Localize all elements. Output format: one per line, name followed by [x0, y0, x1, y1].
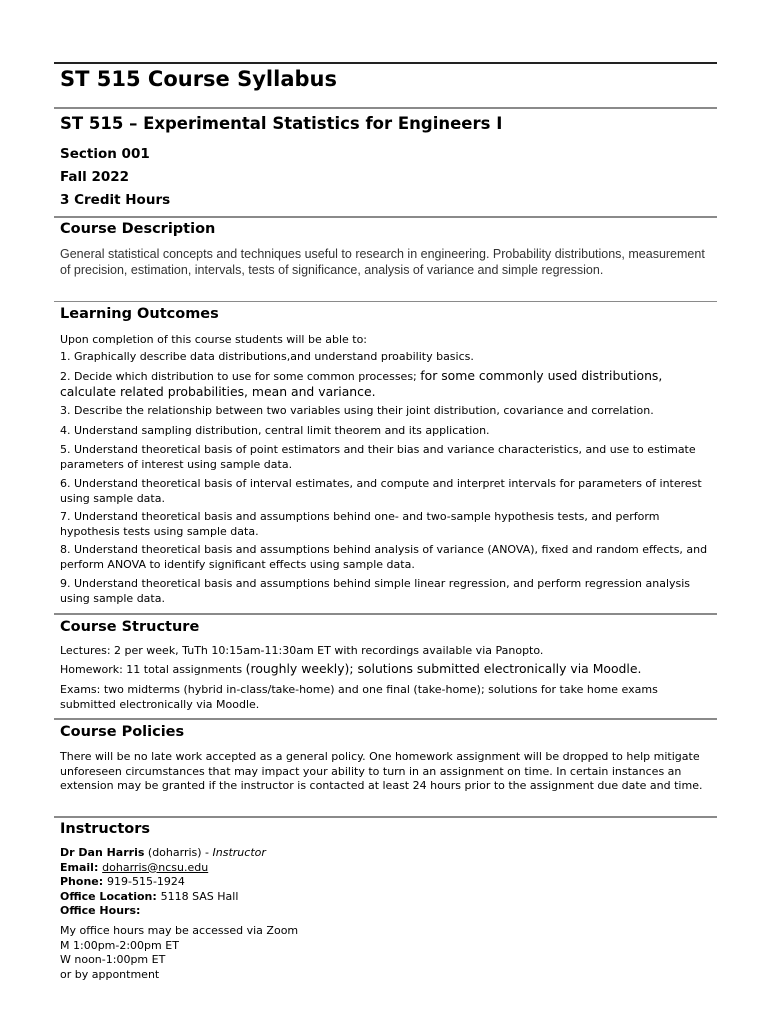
- outcomes-intro: Upon completion of this course students will be able to:: [60, 333, 368, 346]
- outcome-item: 4. Understand sampling distribution, central limit theorem and its application.: [60, 424, 490, 437]
- course-description-text: General statistical concepts and techniques useful to research in engineering. Probability distributions, measurement of precision, estimation, intervals, tests of significance, analysis of variance and simple regression.: [60, 247, 705, 277]
- outcome-item: 1. Graphically describe data distributions,and understand proability basics.: [60, 350, 474, 363]
- office-hours-label: Office Hours:: [60, 904, 141, 918]
- learning-outcomes-heading: Learning Outcomes: [60, 306, 219, 322]
- term-label: Fall 2022: [60, 169, 130, 185]
- instructor-name-line: Dr Dan Harris (doharris) - Instructor: [60, 846, 266, 859]
- instructor-email-link[interactable]: doharris@ncsu.edu: [102, 860, 209, 874]
- section-rule: [54, 216, 717, 218]
- course-title: ST 515 – Experimental Statistics for Engineers I: [60, 114, 503, 133]
- structure-lectures: Lectures: 2 per week, TuTh 10:15am-11:30am ET with recordings available via Panopto.: [60, 644, 544, 657]
- section-rule: [54, 301, 717, 302]
- outcome-item: 3. Describe the relationship between two variables using their joint distribution, covariance and correlation.: [60, 404, 654, 417]
- structure-homework: Homework: 11 total assignments (roughly weekly); solutions submitted electronically via Moodle.: [60, 661, 642, 676]
- outcome-item: 6. Understand theoretical basis of interval estimates, and compute and interpret intervals for parameters of interest using sample data.: [60, 477, 702, 505]
- office-hours-line: W noon-1:00pm ET: [60, 953, 166, 967]
- office-hours-line: My office hours may be accessed via Zoom: [60, 923, 299, 937]
- outcome-item: 5. Understand theoretical basis of point estimators and their bias and variance characteristics, and use to estimate parameters of interest using sample data.: [60, 443, 696, 471]
- section-rule: [54, 718, 717, 720]
- section-label: Section 001: [60, 146, 150, 162]
- office-hours-line: or by appontment: [60, 967, 160, 981]
- outcome-item: 2. Decide which distribution to use for some common processes; for some commonly used distributions, calculate related probabilities, mean and variance.: [60, 368, 663, 399]
- instructor-phone-line: Phone: 919-515-1924: [60, 875, 185, 889]
- course-structure-heading: Course Structure: [60, 619, 200, 635]
- page-title: ST 515 Course Syllabus: [60, 67, 337, 91]
- outcome-item: 9. Understand theoretical basis and assumptions behind simple linear regression, and perform regression analysis using sample data.: [60, 577, 691, 605]
- instructors-heading: Instructors: [60, 821, 151, 837]
- outcome-item: 7. Understand theoretical basis and assumptions behind one- and two-sample hypothesis tests, and perform hypothesis tests using sample data.: [60, 510, 660, 538]
- title-rule: [54, 107, 717, 109]
- structure-exams: Exams: two midterms (hybrid in-class/take-home) and one final (take-home); solutions for take home exams submitted electronically via Moodle.: [60, 683, 658, 711]
- instructor-office-line: Office Location: 5118 SAS Hall: [60, 889, 239, 903]
- section-rule: [54, 613, 717, 615]
- instructor-block: [60, 846, 713, 982]
- course-description-heading: Course Description: [60, 221, 216, 237]
- course-policies-text: There will be no late work accepted as a general policy. One homework assignment will be dropped to help mitigate unforeseen circumstances that may impact your ability to turn in an assignment on time. In certain instances an extension may be granted if the instructor is contacted at least 24 hours prior to the assignment due date and time.: [60, 750, 703, 792]
- section-rule: [54, 816, 717, 818]
- instructor-email-line: Email: doharris@ncsu.edu: [60, 860, 209, 874]
- outcome-item: 8. Understand theoretical basis and assumptions behind analysis of variance (ANOVA), fixed and random effects, and perform ANOVA to identify significant effects using sample data.: [60, 543, 708, 571]
- course-policies-heading: Course Policies: [60, 724, 185, 740]
- top-rule: [54, 62, 717, 64]
- office-hours-line: M 1:00pm-2:00pm ET: [60, 938, 179, 952]
- credit-hours-label: 3 Credit Hours: [60, 192, 171, 208]
